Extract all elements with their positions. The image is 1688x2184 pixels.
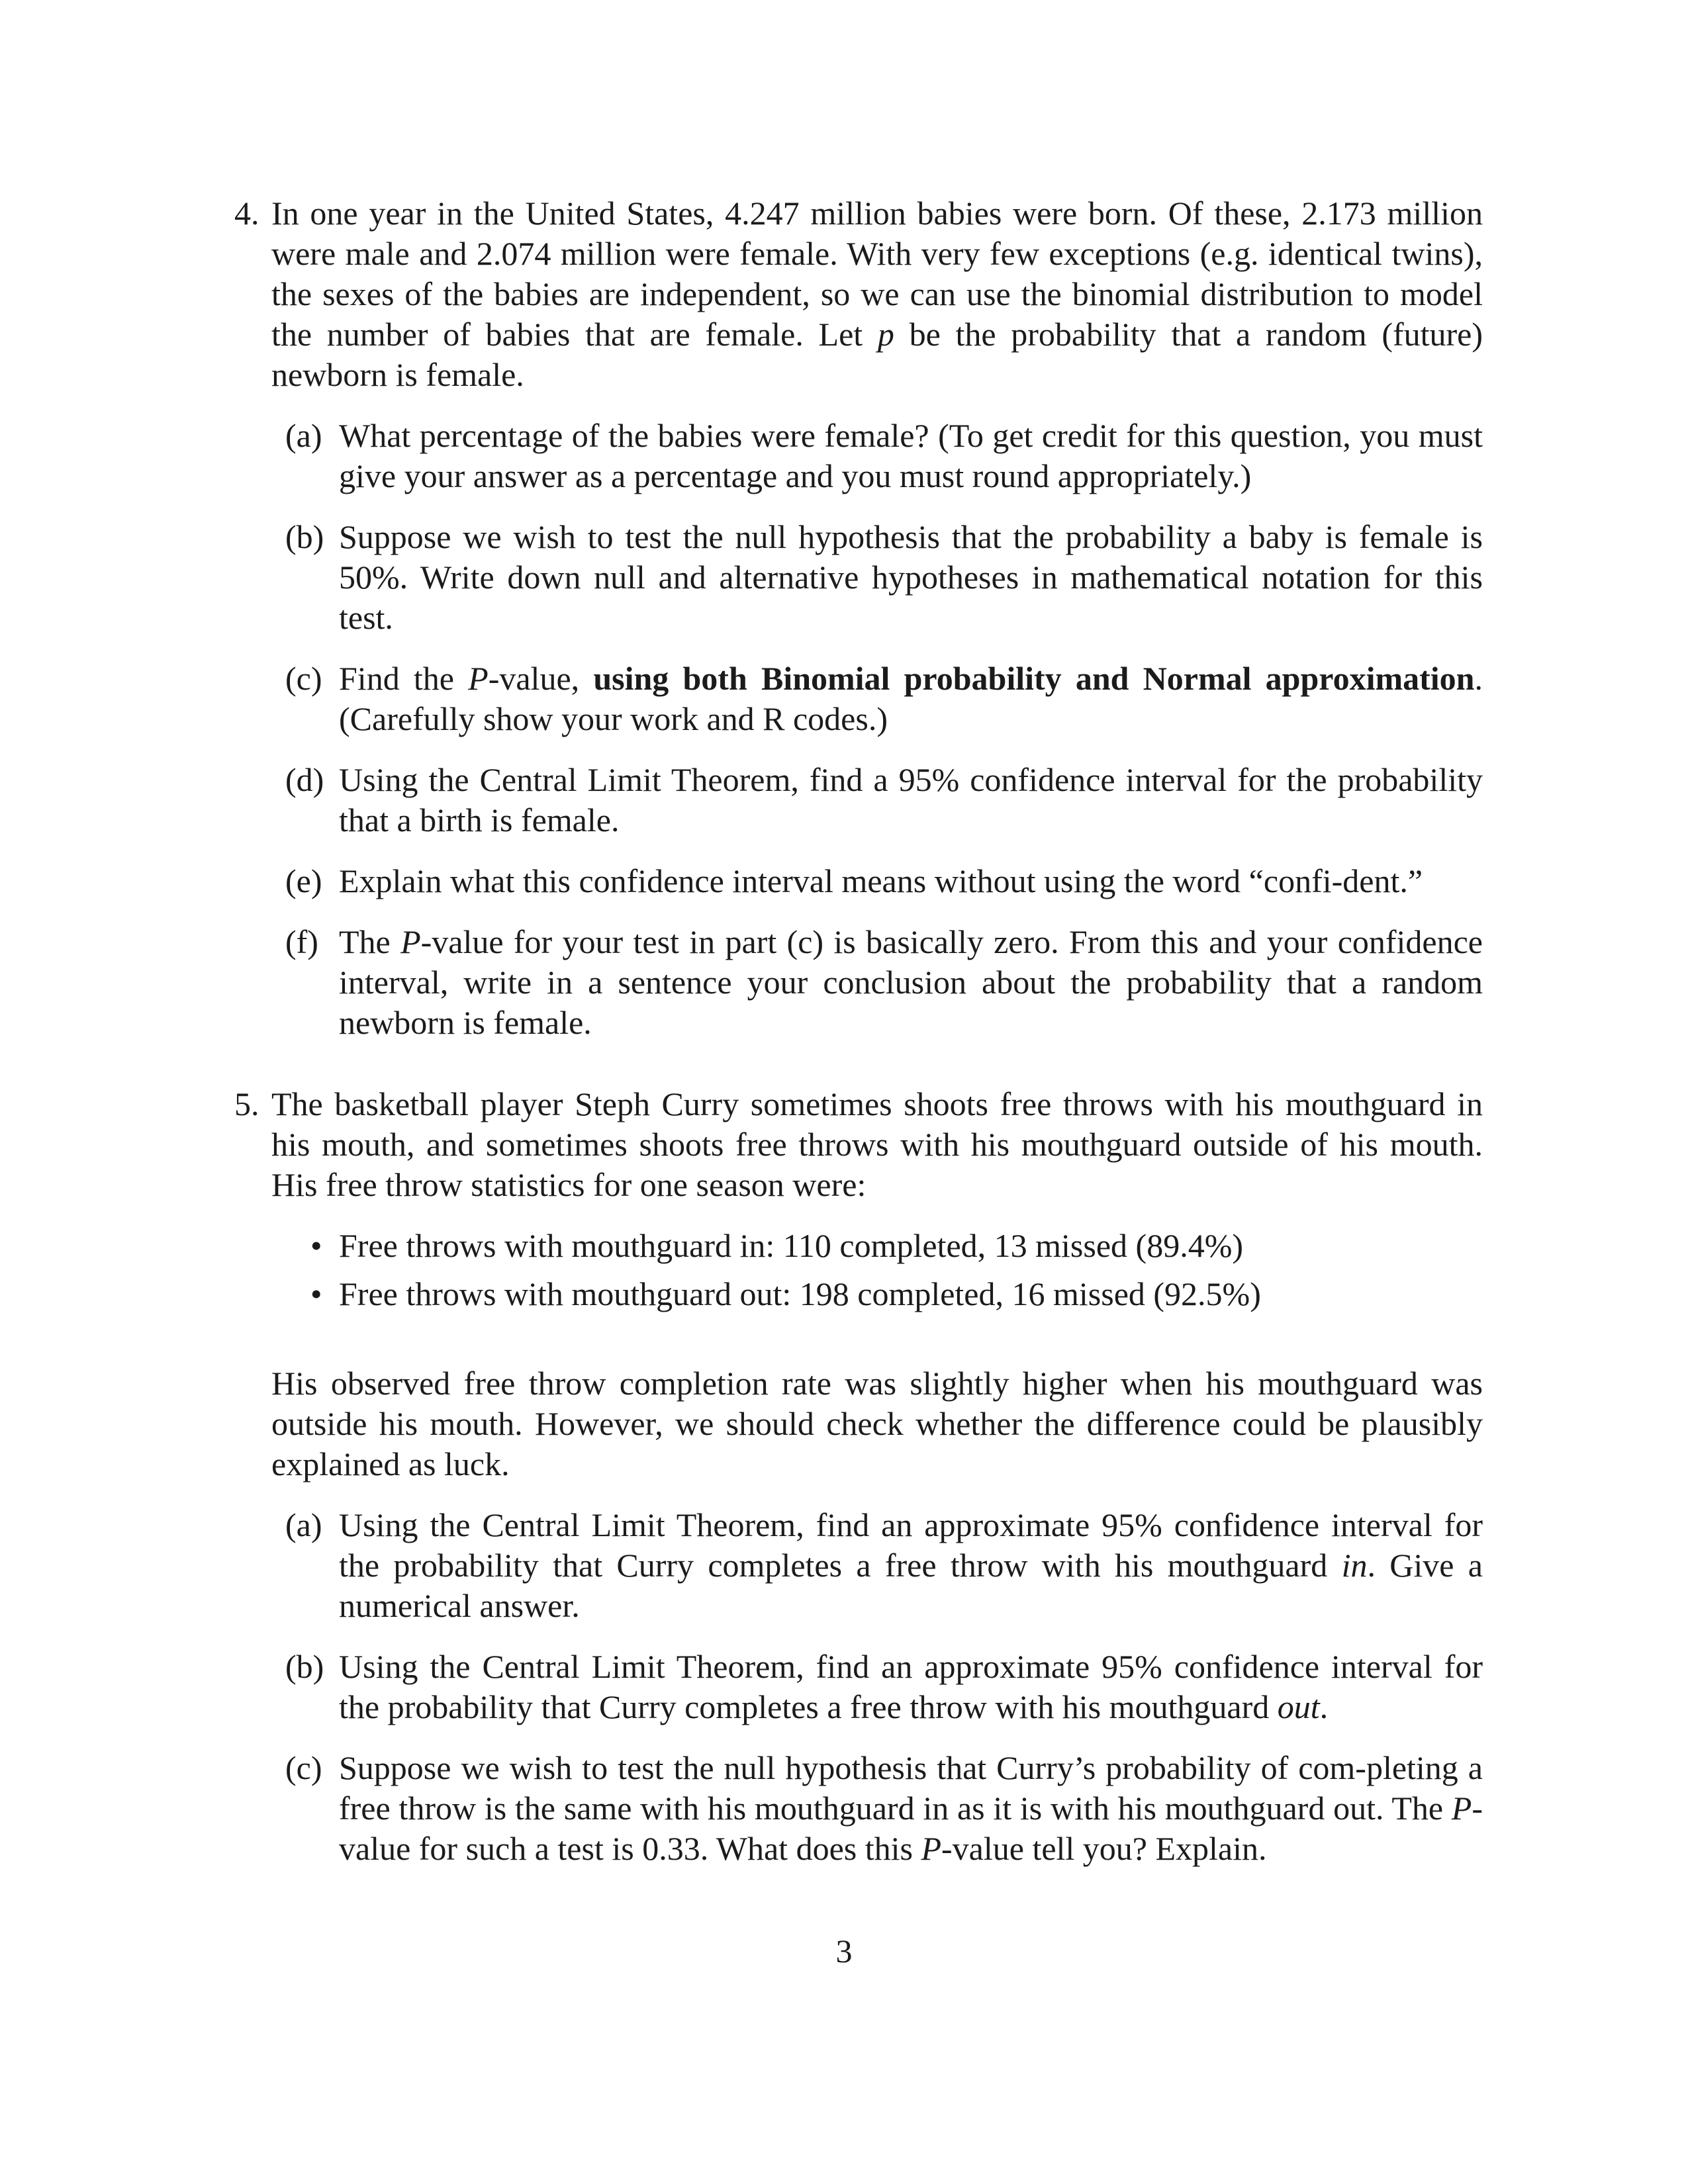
part-text-segment: Explain what this confidence interval means without using the word “confi-dent.” [339,862,1423,899]
bullet-icon: • [310,1227,322,1264]
intro-text: The basketball player Steph Curry sometimes shoots free throws with his mouthguard in his mouth, and sometimes shoots free throws with his mouthguard outside of his mouth. His free throw statistics for one season were: [271,1085,1483,1203]
part-4e-text [339,861,1483,901]
page-content [234,193,1483,1869]
bullet-item-mouthguard-in [310,1226,1483,1266]
question-4-intro [271,193,1483,395]
bullet-text [339,1274,1483,1314]
part-text-segment: Suppose we wish to test the null hypothesis that the probability a baby is female is 50%. Write down null and alternative hypotheses in mathematical notation for this test. [339,518,1483,636]
bullet-text-segment: Free throws with mouthguard out: 198 completed, 16 missed (92.5%) [339,1275,1261,1312]
part-4e [285,861,1483,901]
bullet-item-mouthguard-out [310,1274,1483,1314]
part-4b-text [339,517,1483,638]
bullet-text-segment: Free throws with mouthguard in: 110 completed, 13 missed (89.4%) [339,1227,1243,1264]
part-text-segment: What percentage of the babies were female? (To get credit for this question, you must give your answer as a percentage and you must round appropriately.) [339,417,1483,494]
intro-text: In one year in the United States, 4.247 million babies were born. Of these, 2.173 million were male and 2.074 million were female. With very few exceptions (e.g. identical twins), the sexes of the babies are independent, so we can use the binomial distribution to model the number of babies that are female. Let [271,195,1483,353]
part-5b-label: (b) [285,1648,324,1685]
math-variable-p: p [877,316,894,353]
page-number: 3 [835,1933,853,1970]
bullet-icon: • [310,1275,322,1312]
part-4f-label: (f) [285,923,318,960]
question-4 [234,193,1483,1043]
part-4d-label: (d) [285,761,324,798]
part-text-segment: . [1319,1688,1329,1725]
part-text-segment: The [339,923,401,960]
paragraph-text: His observed free throw completion rate was slightly higher when his mouthguard was outside his mouth. However, we should check whether the difference could be plausibly explained as luck. [271,1365,1483,1482]
part-5a-text [339,1505,1483,1626]
part-4e-label: (e) [285,862,322,899]
part-4a [285,416,1483,496]
bullet-text [339,1226,1483,1266]
part-text-segment: -value for such a test is 0.33. What does this [339,1790,1483,1867]
part-text-segment: . (Carefully show your work and R codes.) [339,660,1483,737]
intro-text: be the probability that a random (future) newborn is female. [271,316,1483,393]
math-variable-P: P [400,923,421,960]
part-4f-text [339,922,1483,1043]
part-4c-label: (c) [285,660,322,697]
question-5-intro [271,1084,1483,1205]
question-5-paragraph-2 [271,1363,1483,1484]
part-5b [285,1647,1483,1727]
part-text-segment: Using the Central Limit Theorem, find a 95% confidence interval for the probability that a birth is female. [339,761,1483,839]
part-5b-text [339,1647,1483,1727]
question-5-body [271,1084,1483,1869]
math-variable-P: P [1451,1790,1472,1827]
part-5c-label: (c) [285,1749,322,1786]
part-text-segment: Using the Central Limit Theorem, find an approximate 95% confidence interval for the probability that Curry completes a free throw with his mouthguard [339,1648,1483,1725]
part-text-segment: -value tell you? Explain. [941,1830,1267,1867]
part-5c [285,1748,1483,1869]
part-4f [285,922,1483,1043]
part-4b [285,517,1483,638]
question-5-number: 5. [234,1085,259,1122]
question-5 [234,1084,1483,1869]
part-text-segment: -value for your test in part (c) is basically zero. From this and your confidence interval, write in a sentence your conclusion about the probability that a random newborn is female. [339,923,1483,1041]
part-4c [285,659,1483,739]
part-5a-label: (a) [285,1506,322,1543]
part-text-segment: . Give a numerical answer. [339,1547,1483,1624]
math-variable-P: P [921,1830,942,1867]
part-4a-label: (a) [285,417,322,454]
part-4a-text [339,416,1483,496]
part-text-segment: Find the [339,660,469,697]
bold-emphasis: using both Binomial probability and Normal approximation [593,660,1475,697]
part-4c-text [339,659,1483,739]
question-4-body [271,193,1483,1043]
part-4b-label: (b) [285,518,324,555]
italic-word-out: out [1277,1688,1320,1725]
part-5a [285,1505,1483,1626]
math-variable-P: P [468,660,489,697]
italic-word-in: in [1341,1547,1368,1584]
part-text-segment: -value, [488,660,594,697]
part-text-segment: Suppose we wish to test the null hypothesis that Curry’s probability of com-pleting a free throw is the same with his mouthguard in as it is with his mouthguard out. The [339,1749,1483,1827]
part-4d-text [339,760,1483,841]
part-5c-text [339,1748,1483,1869]
part-4d [285,760,1483,841]
part-text-segment: Using the Central Limit Theorem, find an approximate 95% confidence interval for the probability that Curry completes a free throw with his mouthguard [339,1506,1483,1584]
question-4-number: 4. [234,195,259,232]
